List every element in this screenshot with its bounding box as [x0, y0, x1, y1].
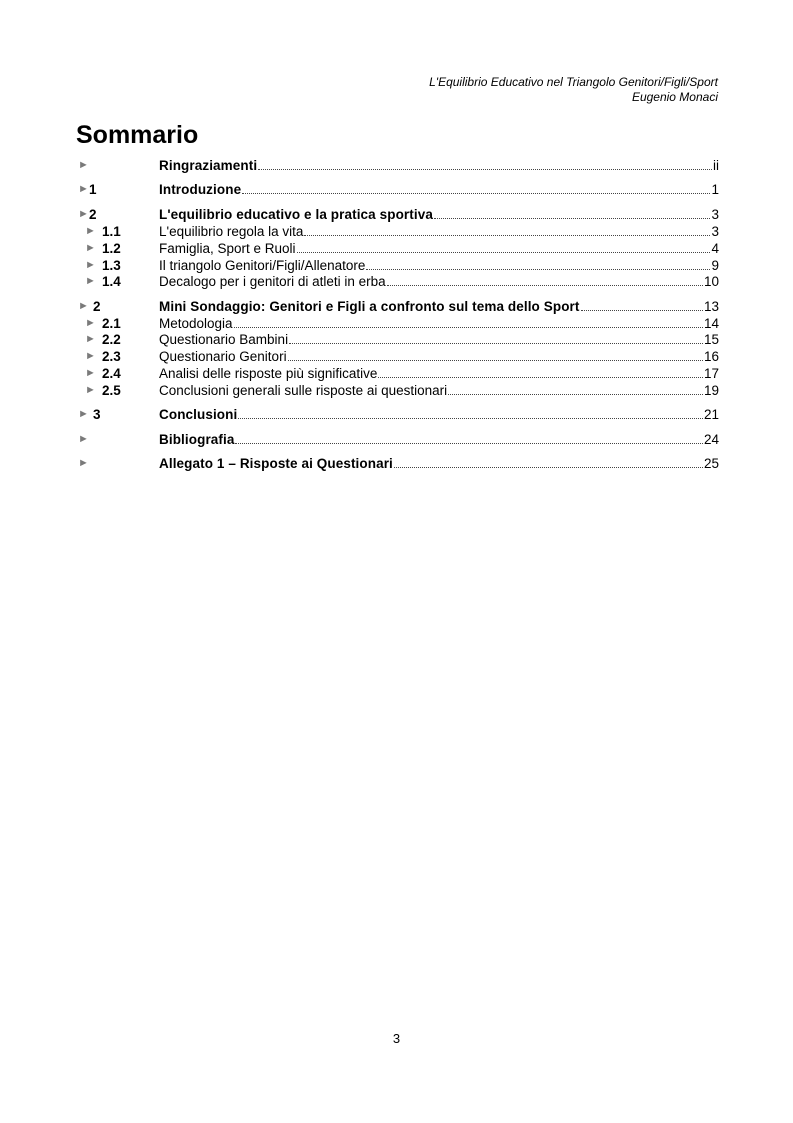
toc-entry-label: Metodologia: [159, 316, 233, 331]
toc-entry-page: ii: [713, 158, 719, 173]
toc-entry-label: Conclusioni: [159, 407, 238, 422]
toc-entry-number: 2.4: [102, 366, 121, 381]
toc-entry-number: 1.1: [102, 224, 121, 239]
toc-entry-introduzione[interactable]: [78, 181, 719, 198]
toc-entry-number: 2.3: [102, 349, 121, 364]
toc-entry-label: Questionario Bambini: [159, 332, 289, 347]
arrow-icon: ►: [85, 259, 96, 271]
dot-leader: [434, 206, 711, 219]
toc-entry-1-2[interactable]: [78, 240, 719, 257]
toc-entry-number: 2: [89, 207, 97, 222]
toc-entry-label: Famiglia, Sport e Ruoli: [159, 241, 296, 256]
arrow-icon: ►: [78, 159, 89, 171]
dot-leader: [581, 298, 703, 311]
toc-entry-allegato-1[interactable]: [78, 455, 719, 472]
dot-leader: [304, 223, 710, 236]
toc-entry-number: 3: [93, 407, 101, 422]
toc-entry-page: 1: [711, 182, 719, 197]
running-header: [429, 75, 718, 105]
toc-entry-label: Questionario Genitori: [159, 349, 287, 364]
toc-entry-number: 1.2: [102, 241, 121, 256]
toc-entry-label: L'equilibrio educativo e la pratica sportiva: [159, 207, 433, 222]
toc-entry-conclusioni[interactable]: [78, 406, 719, 423]
dot-leader: [366, 257, 710, 270]
arrow-icon: ►: [85, 333, 96, 345]
dot-leader: [387, 273, 703, 286]
arrow-icon: ►: [85, 275, 96, 287]
toc-entry-label: Bibliografia: [159, 432, 235, 447]
toc-entry-label: Allegato 1 – Risposte ai Questionari: [159, 456, 393, 471]
page-title: Sommario: [76, 121, 199, 149]
toc-entry-number: 2.5: [102, 383, 121, 398]
toc-entry-2-1[interactable]: [78, 315, 719, 332]
toc-entry-mini-sondaggio[interactable]: [78, 298, 719, 315]
arrow-icon: ►: [85, 384, 96, 396]
header-author: Eugenio Monaci: [631, 90, 718, 104]
arrow-icon: ►: [85, 317, 96, 329]
toc-entry-label: Mini Sondaggio: Genitori e Figli a confronto sul tema dello Sport: [159, 299, 580, 314]
toc-entry-2-3[interactable]: [78, 348, 719, 365]
toc-entry-page: 3: [711, 224, 719, 239]
arrow-icon: ►: [85, 367, 96, 379]
toc-entry-label: Il triangolo Genitori/Figli/Allenatore: [159, 258, 366, 273]
toc-entry-2-4[interactable]: [78, 365, 719, 382]
toc-entry-number: 2: [93, 299, 101, 314]
arrow-icon: ►: [78, 433, 89, 445]
toc-entry-page: 16: [703, 349, 719, 364]
arrow-icon: ►: [78, 457, 89, 469]
toc-entry-page: 25: [703, 456, 719, 471]
toc-entry-number: 1.4: [102, 274, 121, 289]
dot-leader: [258, 157, 712, 170]
toc-entry-ringraziamenti[interactable]: [78, 157, 719, 174]
arrow-icon: ►: [78, 208, 89, 220]
toc-entry-2-2[interactable]: [78, 331, 719, 348]
header-title: L'Equilibrio Educativo nel Triangolo Genitori/Figli/Sport: [429, 75, 718, 89]
dot-leader: [448, 382, 703, 395]
toc-entry-page: 19: [703, 383, 719, 398]
toc-entry-label: L'equilibrio regola la vita: [159, 224, 304, 239]
toc-entry-page: 24: [703, 432, 719, 447]
toc-entry-number: 2.2: [102, 332, 121, 347]
toc-entry-2-5[interactable]: [78, 382, 719, 399]
toc-entry-number: 1.3: [102, 258, 121, 273]
dot-leader: [297, 240, 711, 253]
toc-entry-page: 15: [703, 332, 719, 347]
toc-entry-page: 10: [703, 274, 719, 289]
toc-entry-number: 1: [89, 182, 97, 197]
dot-leader: [242, 181, 710, 194]
arrow-icon: ►: [78, 183, 89, 195]
toc-entry-equilibrio-educativo[interactable]: [78, 206, 719, 223]
dot-leader: [235, 431, 703, 444]
toc-entry-page: 4: [711, 241, 719, 256]
toc-entry-label: Introduzione: [159, 182, 242, 197]
toc-entry-label: Ringraziamenti: [159, 158, 258, 173]
toc-entry-page: 9: [711, 258, 719, 273]
toc-entry-label: Analisi delle risposte più significative: [159, 366, 378, 381]
toc-entry-page: 13: [703, 299, 719, 314]
toc-entry-1-1[interactable]: [78, 223, 719, 240]
toc-entry-page: 17: [703, 366, 719, 381]
dot-leader: [289, 331, 703, 344]
toc-entry-label: Decalogo per i genitori di atleti in erba: [159, 274, 386, 289]
toc-entry-page: 3: [711, 207, 719, 222]
toc-entry-number: 2.1: [102, 316, 121, 331]
arrow-icon: ►: [78, 300, 89, 312]
dot-leader: [238, 406, 703, 419]
toc-entry-bibliografia[interactable]: [78, 431, 719, 448]
arrow-icon: ►: [85, 225, 96, 237]
page-number: 3: [392, 1031, 401, 1046]
toc-entry-label: Conclusioni generali sulle risposte ai questionari: [159, 383, 448, 398]
dot-leader: [378, 365, 703, 378]
dot-leader: [234, 315, 703, 328]
arrow-icon: ►: [85, 350, 96, 362]
arrow-icon: ►: [78, 408, 89, 420]
dot-leader: [394, 455, 703, 468]
toc-entry-page: 21: [703, 407, 719, 422]
arrow-icon: ►: [85, 242, 96, 254]
toc-entry-1-3[interactable]: [78, 257, 719, 274]
toc-entry-1-4[interactable]: [78, 273, 719, 290]
toc-entry-page: 14: [703, 316, 719, 331]
dot-leader: [288, 348, 703, 361]
